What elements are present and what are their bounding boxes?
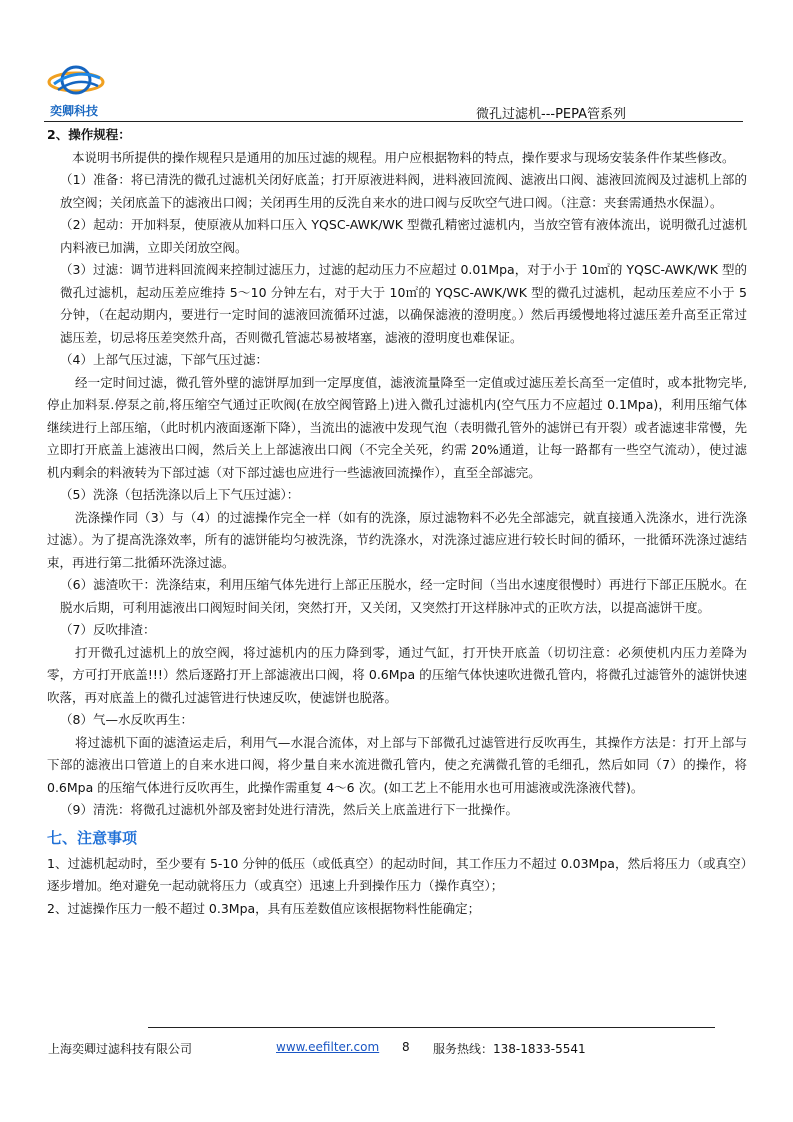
footer-divider [148,1027,715,1028]
step-5-title: （5）洗涤（包括洗涤以后上下气压过滤）： [60,487,300,502]
step-1-paragraph: （1）准备：将已清洗的微孔过滤机关闭好底盖；打开原液进料阀，进料液回流阀、滤液出口阀、滤液回流阀及过滤机上部的放空阀；关闭底盖下的滤液出口阀；关闭再生用的反洗自来水的进口阀与反吹空气进口阀。（注意：夹套需通热水保温）。 [60,172,747,210]
note-2-paragraph: 2、过滤操作压力一般不超过 0.3Mpa，具有压差数值应该根据物料性能确定； [47,900,481,916]
step-7-title: （7）反吹排渣： [60,622,156,637]
note-1-paragraph: 1、过滤机起动时，至少要有 5-10 分钟的低压（或低真空）的起动时间，其工作压力不超过 0.03Mpa，然后将压力（或真空）逐步增加。绝对避免一起动就将压力（或真空）迅速上升到操作压力（操作真空）； [47,855,747,893]
step-7-paragraph: 打开微孔过滤机上的放空阀，将过滤机内的压力降到零，通过气缸，打开快开底盖（切切注意：必须使机内压力差降为零，方可打开底盖!!!）然后逐路打开上部滤液出口阀，将 0.6Mpa 的压缩气体快速吹进微孔管内，将微孔过滤管外的滤饼快速吹落，再对底盖上的微孔过滤管进行快速反吹，使滤饼也脱落。 [47,644,747,705]
document-title: 微孔过滤机---PEPA管系列 [476,107,627,122]
section-heading-precautions: 七、注意事项 [47,828,138,847]
logo-text: 奕卿科技 [50,104,99,118]
page-number: 8 [402,1040,410,1054]
step-2-paragraph: （2）起动：开加料泵，使原液从加料口压入 YQSC-AWK/WK 型微孔精密过滤机内，当放空管有液体流出，说明微孔过滤机内料液已加满，立即关闭放空阀。 [60,217,747,255]
step-5-paragraph: 洗涤操作同（3）与（4）的过滤操作完全一样（如有的洗涤，原过滤物料不必先全部滤完，就直接通入洗涤水，进行洗涤过滤）。为了提高洗涤效率，所有的滤饼能均匀被洗涤，节约洗涤水，对洗涤过滤应进行较长时间的循环，一批循环洗涤过滤结束，再进行第二批循环洗涤过滤。 [47,509,747,570]
page-content [47,124,747,920]
intro-paragraph: 本说明书所提供的操作规程只是通用的加压过滤的规程。用户应根据物料的特点，操作要求与现场安装条件作某些修改。 [72,149,735,165]
step-8-paragraph: 将过滤机下面的滤渣运走后，利用气—水混合流体，对上部与下部微孔过滤管进行反吹再生，其操作方法是：打开上部与下部的滤液出口管道上的自来水进口阀，将少量自来水流进微孔管内，使之充满微孔管的毛细孔，然后如同（7）的操作，将 0.6Mpa 的压缩气体进行反吹再生，此操作需重复 4～6 次。(如工艺上不能用水也可用滤液或洗涤液代替)。 [47,734,747,795]
step-8-title: （8）气—水反吹再生： [60,712,193,727]
step-4-paragraph: 经一定时间过滤，微孔管外壁的滤饼厚加到一定厚度值，滤液流量降至一定值或过滤压差长高至一定值时，或本批物完毕,停止加料泵.停泵之前,将压缩空气通过正吹阀(在放空阀管路上)进入微孔过滤机内(空气压力不应超过 0.1Mpa)，利用压缩气体继续进行上部压缩，（此时机内液面逐渐下降），当流出的滤液中发现气泡（表明微孔管外的滤饼已有开裂）或者滤速非常慢，先立即打开底盖上滤液出口阀，然后关上上部滤液出口阀（不完全关死，约需 20%通道，让每一路都有一些空气流动），使过滤机内剩余的料液转为下部过滤（对下部过滤也应进行一些滤液回流操作），直至全部滤完。 [47,374,748,480]
footer-company: 上海奕卿过滤科技有限公司 [48,1042,193,1056]
step-6-paragraph: （6）滤渣吹干：洗涤结束，利用压缩气体先进行上部正压脱水，经一定时间（当出水速度很慢时）再进行下部正压脱水。在脱水后期，可利用滤液出口阀短时间关闭，突然打开，又关闭，又突然打开这样脉冲式的正吹方法，以提高滤饼干度。 [60,577,747,615]
step-9-paragraph: （9）清洗：将微孔过滤机外部及密封处进行清洗，然后关上底盖进行下一批操作。 [60,802,518,817]
step-4-title: （4）上部气压过滤，下部气压过滤： [60,352,268,367]
header-divider [44,121,743,122]
section-heading-operating-procedure: 2、操作规程： [47,127,131,142]
footer-hotline: 服务热线：138-1833-5541 [433,1042,586,1056]
footer-website-link[interactable]: www.eefilter.com [276,1040,380,1054]
step-3-paragraph: （3）过滤：调节进料回流阀来控制过滤压力，过滤的起动压力不应超过 0.01Mpa，对于小于 10㎡的 YQSC-AWK/WK 型的微孔过滤机，起动压差应维持 5～10 分钟左右，对于大于 10㎡的 YQSC-AWK/WK 型的微孔过滤机，起动压差应不小于 5 分钟，（在起动期内，要进行一定时间的滤液回流循环过滤，以确保滤液的澄明度。）然后再缓慢地将过滤压差升高至正常过滤压差，切忌将压差突然升高，否则微孔管滤芯易被堵塞，滤液的澄明度也难保证。 [60,262,747,345]
